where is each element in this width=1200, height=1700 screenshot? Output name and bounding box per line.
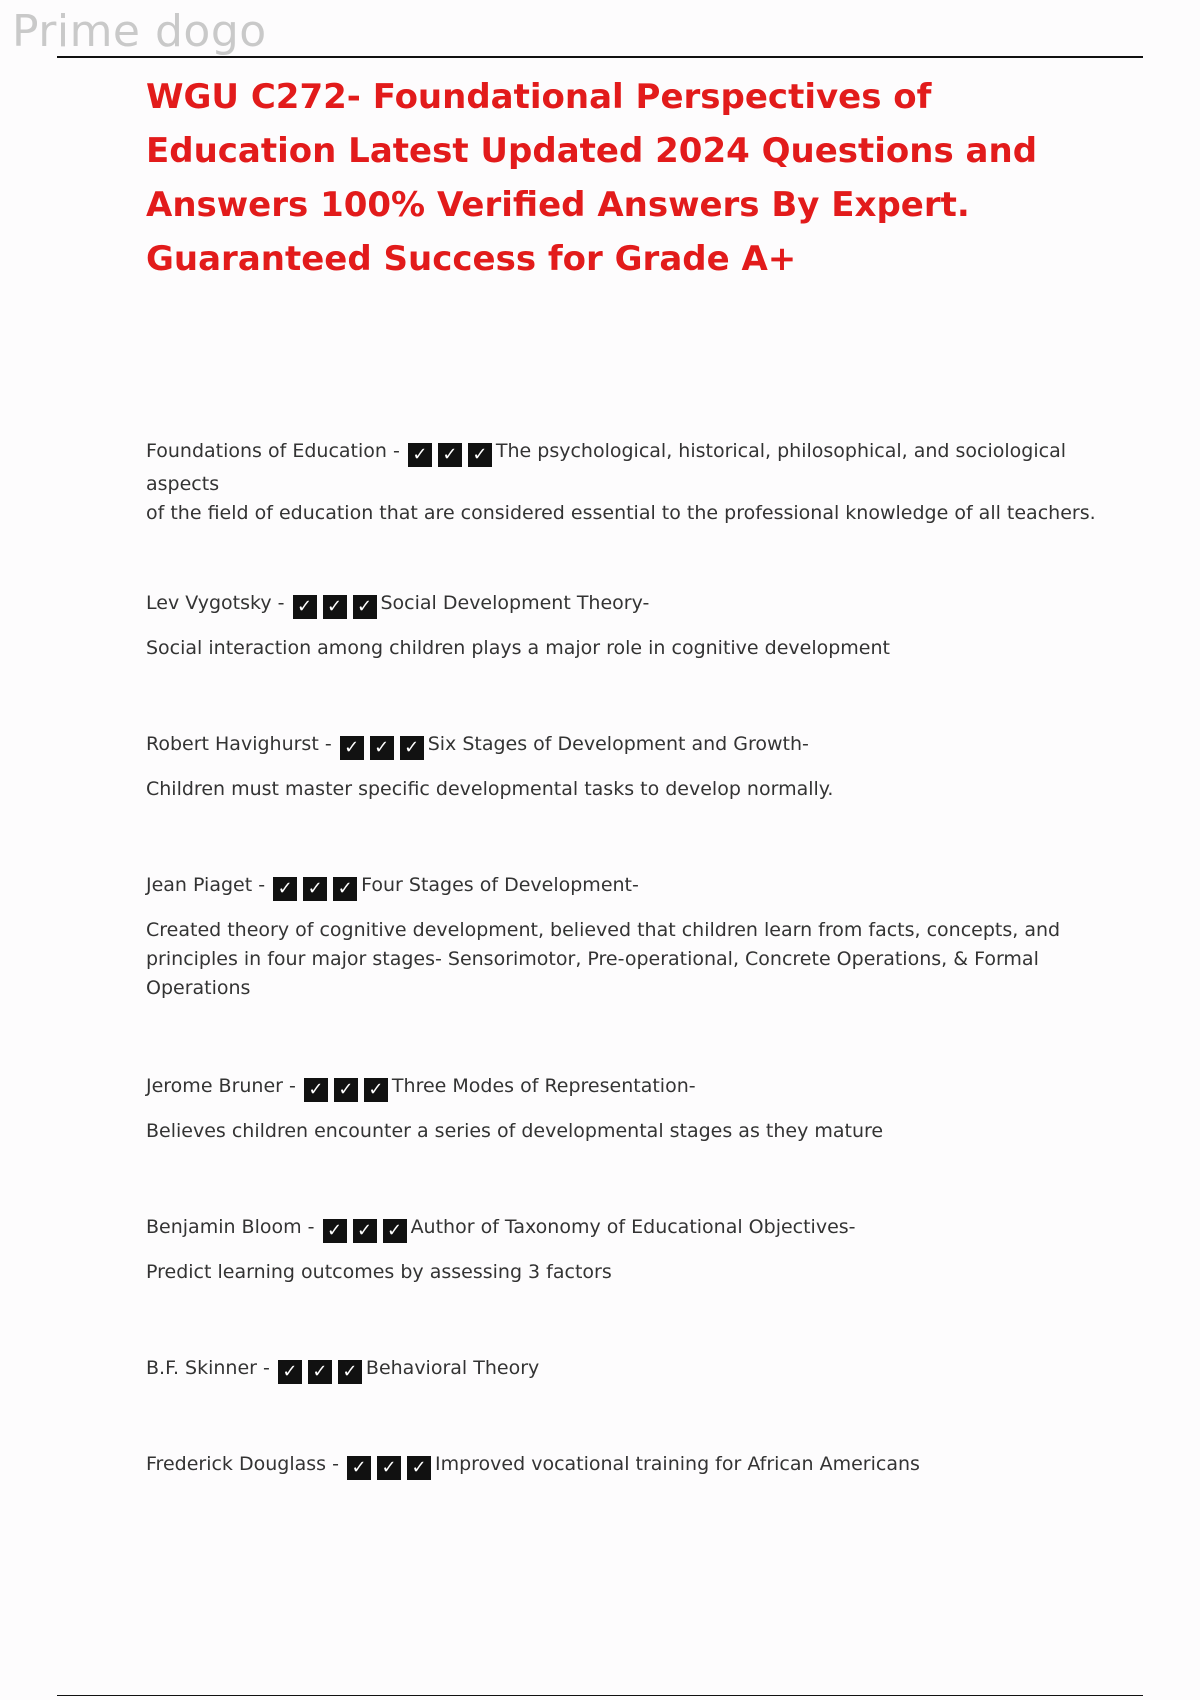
- flashcard-entry: [146, 1212, 1096, 1287]
- check-box-icon: ✓: [377, 1456, 401, 1480]
- flashcard-entry: [146, 870, 1096, 1003]
- check-box-icon: ✓: [407, 1456, 431, 1480]
- term: B.F. Skinner -: [146, 1357, 276, 1379]
- answer: Three Modes of Representation-: [391, 1075, 696, 1097]
- answer: Behavioral Theory: [365, 1357, 540, 1379]
- description: Created theory of cognitive development, believed that children learn from facts, concepts, and principles in four major stages- Sensorimotor, Pre-operational, Concrete Operations, & Formal Operations: [146, 919, 1061, 999]
- flashcard-entry: [146, 588, 1096, 663]
- description: Believes children encounter a series of developmental stages as they mature: [146, 1120, 884, 1142]
- check-box-icon: ✓: [308, 1360, 332, 1384]
- check-box-icon: ✓: [333, 877, 357, 901]
- answer: Social Development Theory-: [380, 592, 650, 614]
- check-box-icon: ✓: [438, 443, 462, 467]
- check-marks: [340, 732, 426, 762]
- term: Robert Havighurst -: [146, 733, 338, 755]
- check-marks: [347, 1452, 433, 1482]
- answer: Four Stages of Development-: [361, 874, 639, 896]
- check-box-icon: ✓: [323, 595, 347, 619]
- check-box-icon: ✓: [408, 443, 432, 467]
- footer-rule: [57, 1695, 1143, 1696]
- flashcard-entry: [146, 436, 1096, 528]
- flashcard-entry: [146, 1353, 1096, 1386]
- term: Lev Vygotsky -: [146, 592, 291, 614]
- check-box-icon: ✓: [353, 595, 377, 619]
- flashcard-entry: [146, 1449, 1096, 1482]
- check-box-icon: ✓: [273, 877, 297, 901]
- flashcard-entry: [146, 1071, 1096, 1146]
- check-box-icon: ✓: [340, 736, 364, 760]
- check-box-icon: ✓: [334, 1078, 358, 1102]
- check-box-icon: ✓: [468, 443, 492, 467]
- term: Frederick Douglass -: [146, 1453, 345, 1475]
- term: Jerome Bruner -: [146, 1075, 302, 1097]
- check-marks: [323, 1215, 409, 1245]
- check-box-icon: ✓: [383, 1219, 407, 1243]
- flashcard-entry: [146, 729, 1096, 804]
- check-box-icon: ✓: [353, 1219, 377, 1243]
- answer: Six Stages of Development and Growth-: [427, 733, 809, 755]
- description: Children must master specific developmental tasks to develop normally.: [146, 778, 834, 800]
- term: Foundations of Education -: [146, 440, 406, 462]
- check-marks: [278, 1356, 364, 1386]
- check-box-icon: ✓: [278, 1360, 302, 1384]
- check-box-icon: ✓: [293, 595, 317, 619]
- check-box-icon: ✓: [338, 1360, 362, 1384]
- check-box-icon: ✓: [323, 1219, 347, 1243]
- check-marks: [273, 873, 359, 903]
- header-rule: [57, 56, 1143, 58]
- term: Benjamin Bloom -: [146, 1216, 321, 1238]
- check-box-icon: ✓: [347, 1456, 371, 1480]
- answer: Author of Taxonomy of Educational Objectives-: [410, 1216, 856, 1238]
- description: of the field of education that are considered essential to the professional knowledge of all teachers.: [146, 502, 1096, 524]
- check-box-icon: ✓: [304, 1078, 328, 1102]
- answer: Improved vocational training for African Americans: [434, 1453, 920, 1475]
- description: Social interaction among children plays a major role in cognitive development: [146, 637, 890, 659]
- check-box-icon: ✓: [400, 736, 424, 760]
- term: Jean Piaget -: [146, 874, 272, 896]
- check-marks: [304, 1074, 390, 1104]
- watermark: Prime dogo: [12, 6, 267, 57]
- check-marks: [408, 439, 494, 469]
- answer: The psychological, historical, philosophical, and sociological aspects: [146, 440, 1067, 495]
- check-box-icon: ✓: [370, 736, 394, 760]
- check-box-icon: ✓: [303, 877, 327, 901]
- flashcard-list: [146, 436, 1096, 1482]
- check-marks: [293, 591, 379, 621]
- document-title: WGU C272- Foundational Perspectives of Education Latest Updated 2024 Questions and Answers 100% Verified Answers By Expert. Guaranteed Success for Grade A+: [146, 77, 1038, 279]
- description: Predict learning outcomes by assessing 3 factors: [146, 1261, 612, 1283]
- check-box-icon: ✓: [364, 1078, 388, 1102]
